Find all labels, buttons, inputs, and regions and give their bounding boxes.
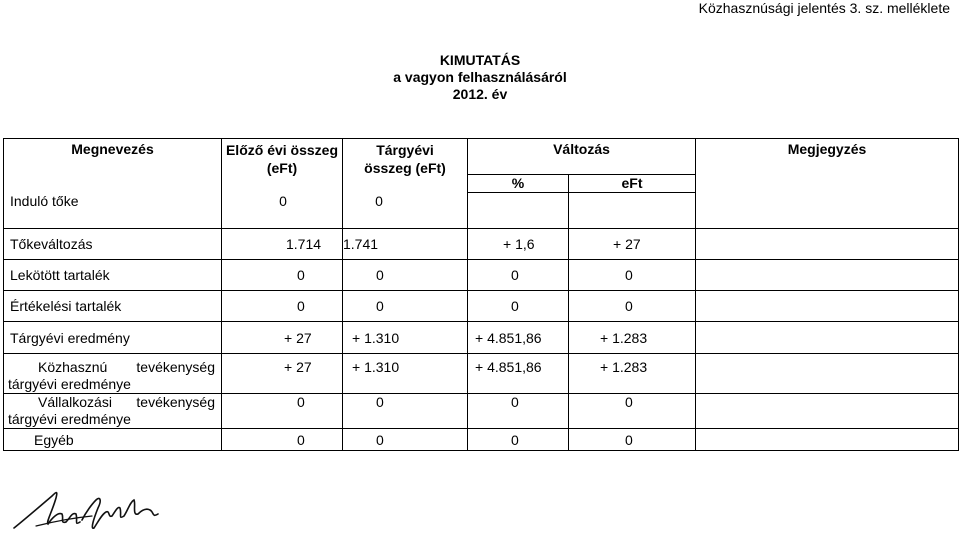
row-change-eft: 0	[569, 429, 696, 451]
column-header-change: Változás	[468, 139, 696, 175]
row-note	[696, 291, 959, 322]
row-change-percent: + 1,6	[468, 229, 569, 260]
row-change-eft: + 27	[569, 229, 696, 260]
table-header-row	[4, 139, 959, 175]
row-previous-value: 0	[222, 260, 343, 291]
row-current-value: 0	[343, 291, 468, 322]
column-header-note: Megjegyzés	[696, 139, 959, 229]
table-row-kozhasznu-eredmeny	[4, 354, 959, 394]
row-change-eft: 0	[569, 291, 696, 322]
document-title	[0, 52, 960, 103]
row-label: Tárgyévi eredmény	[4, 322, 222, 354]
row-current-value: 1.741	[343, 229, 468, 260]
handwritten-signature	[12, 482, 162, 532]
column-header-current-line2: összeg (eFt)	[364, 160, 446, 176]
title-line-2: a vagyon felhasználásáról	[393, 69, 567, 85]
document-header-note: Közhasznúsági jelentés 3. sz. melléklete	[698, 0, 950, 16]
row-note	[696, 429, 959, 451]
current-value-text: 0	[375, 192, 383, 209]
row-label-line2: tárgyévi eredménye	[8, 411, 131, 427]
row-change-eft: + 1.283	[569, 322, 696, 354]
row-change-eft: + 1.283	[569, 354, 696, 394]
table-row-targyevi-eredmeny	[4, 322, 959, 354]
column-header-current-year	[343, 139, 468, 193]
row-label: Egyéb	[4, 429, 222, 451]
row-note	[696, 394, 959, 429]
column-header-current-line1: Tárgyévi	[376, 142, 434, 158]
previous-value-text: 0	[279, 192, 287, 209]
table-row-ertekelesi-tartalek	[4, 291, 959, 322]
row-change-percent: 0	[468, 429, 569, 451]
row-previous-value: 1.714	[222, 229, 343, 260]
row-current-value: + 1.310	[343, 322, 468, 354]
column-header-previous-line2: (eFt)	[266, 160, 298, 176]
column-header-name: Megnevezés	[4, 139, 222, 193]
row-current-value: + 1.310	[343, 354, 468, 394]
row-previous-value	[222, 193, 343, 229]
table-row-lekotott-tartalek	[4, 260, 959, 291]
row-label-line2: tárgyévi eredménye	[8, 376, 131, 392]
table-row-vallalkozasi-eredmeny	[4, 394, 959, 429]
row-label	[4, 354, 222, 394]
title-line-3: 2012. év	[452, 86, 508, 102]
row-label-line1: Vállalkozási tevékenység	[38, 394, 215, 410]
row-label	[4, 394, 222, 429]
row-current-value: 0	[343, 394, 468, 429]
row-previous-value: 0	[222, 394, 343, 429]
row-label-line1: Közhasznú tevékenység	[38, 359, 215, 375]
column-header-change-percent: %	[468, 175, 569, 193]
row-change-percent	[468, 193, 569, 229]
row-change-percent: 0	[468, 291, 569, 322]
row-label: Induló tőke	[4, 193, 222, 229]
row-previous-value: 0	[222, 429, 343, 451]
row-note	[696, 322, 959, 354]
row-change-percent: + 4.851,86	[468, 322, 569, 354]
row-change-percent: + 4.851,86	[468, 354, 569, 394]
row-change-eft: 0	[569, 260, 696, 291]
title-line-1: KIMUTATÁS	[439, 52, 521, 68]
column-header-previous-year	[222, 139, 343, 193]
row-current-value: 0	[343, 429, 468, 451]
row-change-percent: 0	[468, 260, 569, 291]
column-header-previous-line1: Előző évi összeg	[225, 142, 339, 158]
asset-usage-table	[3, 138, 959, 451]
row-label: Tőkeváltozás	[4, 229, 222, 260]
row-previous-value: + 27	[222, 322, 343, 354]
row-note	[696, 229, 959, 260]
row-current-value	[343, 193, 468, 229]
row-change-percent: 0	[468, 394, 569, 429]
row-change-eft	[569, 193, 696, 229]
table-row-tokevaltozas	[4, 229, 959, 260]
table-row-egyeb	[4, 429, 959, 451]
row-previous-value: 0	[222, 291, 343, 322]
row-label: Lekötött tartalék	[4, 260, 222, 291]
row-change-eft: 0	[569, 394, 696, 429]
row-current-value: 0	[343, 260, 468, 291]
row-label: Értékelési tartalék	[4, 291, 222, 322]
row-note	[696, 260, 959, 291]
row-note	[696, 354, 959, 394]
column-header-change-eft: eFt	[569, 175, 696, 193]
row-previous-value: + 27	[222, 354, 343, 394]
